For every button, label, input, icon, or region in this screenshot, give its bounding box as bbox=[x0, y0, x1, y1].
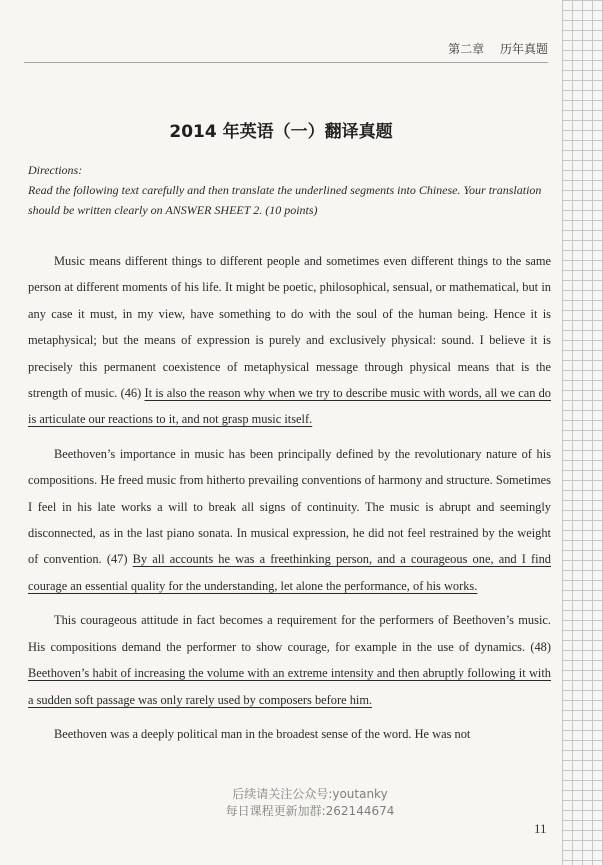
directions-label: Directions: bbox=[28, 163, 83, 177]
paragraph-2-text: Beethoven’s importance in music has been principally defined by the revolutionary nature of his compositions. He freed music from hitherto prevailing conventions of harmony and structure. Sometimes I feel in his late works a will to break all signs of continuity. The music is abrupt and seemingly disconnected, as in the last piano sonata. In musical expression, he did not feel restrained by the weight of convention. bbox=[28, 446, 551, 567]
underlined-segment-46: It is also the reason why when we try to describe music with words, all we can do is articulate our reactions to it, and not grasp music itself. bbox=[28, 386, 551, 427]
chapter-label: 第二章 bbox=[448, 42, 485, 56]
section-label: 历年真题 bbox=[499, 42, 548, 56]
watermark-line-1: 后续请关注公众号:youtanky bbox=[232, 787, 388, 801]
passage bbox=[28, 248, 551, 755]
paragraph-3 bbox=[28, 607, 551, 713]
underlined-segment-48: Beethoven’s habit of increasing the volume with an extreme intensity and then abruptly following it with a sudden soft passage was only rarely used by composers before him. bbox=[28, 666, 551, 707]
page-number: 11 bbox=[534, 821, 547, 836]
directions-text: Read the following text carefully and then translate the underlined segments into Chinese. Your translation should be written clearly on ANSWER SHEET 2. (10 points) bbox=[28, 183, 542, 217]
watermark bbox=[200, 786, 420, 820]
running-header bbox=[448, 40, 548, 57]
paragraph-1 bbox=[28, 248, 551, 433]
question-number-46: (46) bbox=[120, 386, 142, 401]
paragraph-1-text: Music means different things to different people and sometimes even different things to the same person at different moments of his life. It might be poetic, philosophical, sensual, or mathematical, but in any case it must, in my view, have something to do with the soul of the human being. Hence it is metaphysical; but the means of expression is purely and exclusively physical: sound. I believe it is precisely this permanent coexistence of metaphysical message through physical means that is the strength of music. bbox=[28, 254, 551, 401]
paragraph-4-text: Beethoven was a deeply political man in the broadest sense of the word. He was not bbox=[54, 726, 471, 741]
question-number-48: (48) bbox=[530, 639, 551, 654]
paragraph-4 bbox=[28, 721, 551, 747]
grid-paper-margin bbox=[562, 0, 603, 865]
watermark-line-2: 每日课程更新加群:262144674 bbox=[225, 804, 395, 818]
paragraph-2 bbox=[28, 441, 551, 599]
underlined-segment-47: By all accounts he was a freethinking person, and a courageous one, and I find courage an essential quality for the understanding, let alone the performance, of his works. bbox=[28, 552, 551, 593]
question-number-47: (47) bbox=[106, 552, 128, 567]
directions-block bbox=[28, 160, 554, 220]
page-title: 2014 年英语（一）翻译真题 bbox=[169, 122, 393, 142]
paragraph-3-text: This courageous attitude in fact becomes a requirement for the performers of Beethoven’s music. His compositions demand the performer to show courage, for example in the use of dynamics. bbox=[28, 613, 551, 654]
header-rule bbox=[24, 62, 548, 63]
